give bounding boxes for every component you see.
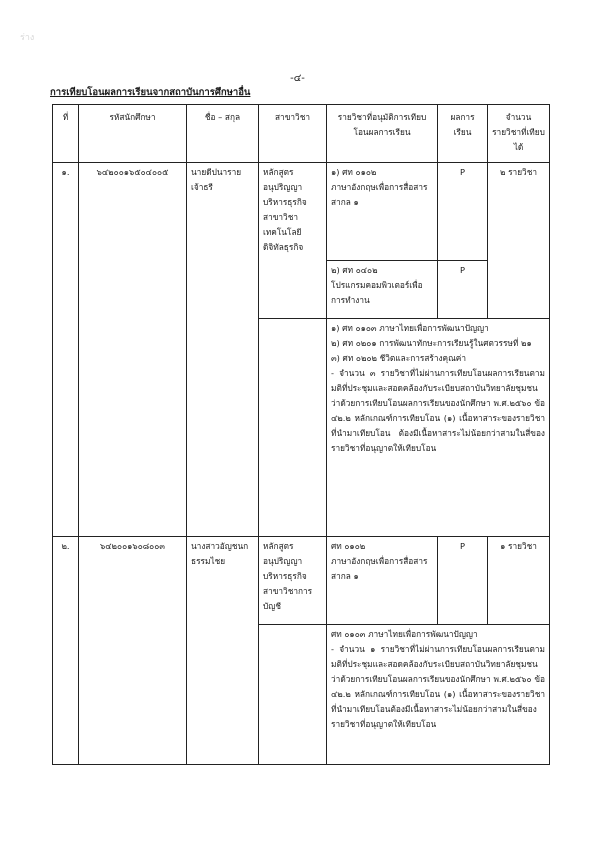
student-major: หลักสูตรอนุปริญญาบริหารธุรกิจ สาขาวิชาเทคโนโลยีดิจิทัลธุรกิจ: [259, 163, 327, 319]
row-no: ๒.: [53, 537, 79, 765]
course-code: ๑) ศท ๐๑๐๒: [331, 167, 377, 177]
blank-cell: [259, 319, 327, 537]
corner-stamp-mark: ร่าง: [20, 33, 35, 43]
header-no: ที่: [53, 105, 79, 163]
approved-course: [327, 537, 438, 625]
not-approved-course: ๓) ศท ๐๒๐๒ ชีวิตและการสร้างคุณค่า: [331, 353, 467, 363]
header-student-id: รหัสนักศึกษา: [79, 105, 187, 163]
course-title: ภาษาอังกฤษเพื่อการสื่อสารสากล ๑: [331, 556, 428, 581]
not-approved-note: [327, 625, 550, 765]
table-header-row: [53, 105, 550, 163]
header-approved-courses: รายวิชาที่อนุมัติการเทียบโอนผลการเรียน: [327, 105, 438, 163]
approved-course: [327, 261, 438, 319]
not-approved-reason: - จำนวน ๓ รายวิชาที่ไม่ผ่านการเทียบโอนผลการเรียนตามมติที่ประชุมและสอดคล้องกับระเบียบสถาบันวิทยาลัยชุมชน ว่าด้วยการเทียบโอนผลการเรียนของนักศึกษา พ.ศ.๒๕๖๐ ข้อ ๔๒.๒ หลักเกณฑ์การเทียบโอน (๑) เนื้อหาสาระของรายวิชาที่นำมาเทียบโอน ต้องมีเนื้อหาสาระไม่น้อยกว่าสามในสี่ของรายวิชาที่อนุญาตให้เทียบโอน: [331, 368, 545, 453]
approved-count: ๒ รายวิชา: [488, 163, 550, 319]
not-approved-reason: - จำนวน ๑ รายวิชาที่ไม่ผ่านการเทียบโอนผลการเรียนตามมติที่ประชุมและสอดคล้องกับระเบียบสถาบันวิทยาลัยชุมชน ว่าด้วยการเทียบโอนผลการเรียนของนักศึกษา พ.ศ.๒๕๖๐ ข้อ ๔๒.๒ หลักเกณฑ์การเทียบโอน (๑) เนื้อหาสาระของรายวิชาที่นำมาเทียบโอนต้องมีเนื้อหาสาระไม่น้อยกว่าสามในสี่ของรายวิชาที่อนุญาตให้เทียบโอน: [331, 644, 545, 729]
course-code: ๒) ศท ๐๔๐๒: [331, 265, 378, 275]
row-no: ๑.: [53, 163, 79, 537]
not-approved-course: ศท ๐๑๐๓ ภาษาไทยเพื่อการพัฒนาปัญญา: [331, 629, 478, 639]
header-grade: ผลการเรียน: [438, 105, 488, 163]
blank-cell: [259, 625, 327, 765]
header-name: ชื่อ – สกุล: [187, 105, 259, 163]
course-grade: P: [438, 163, 488, 261]
student-id: ๖๔๒๐๐๑๖๐๘๐๐๓: [79, 537, 187, 765]
course-code: ศท ๐๑๐๒: [331, 541, 366, 551]
table-row: [53, 163, 550, 261]
course-title: โปรแกรมคอมพิวเตอร์เพื่อการทำงาน: [331, 280, 423, 305]
header-count: จำนวนรายวิชาที่เทียบได้: [488, 105, 550, 163]
not-approved-course: ๒) ศท ๐๒๐๑ การพัฒนาทักษะการเรียนรู้ในศตวรรษที่ ๒๑: [331, 338, 532, 348]
student-name: นางสาวอัญชนก ธรรมไชย: [187, 537, 259, 765]
header-major: สาขาวิชา: [259, 105, 327, 163]
student-name: นายดีปนาราย เจ้าธรี: [187, 163, 259, 537]
course-grade: P: [438, 537, 488, 625]
approved-count: ๑ รายวิชา: [488, 537, 550, 625]
section-title: การเทียบโอนผลการเรียนจากสถาบันการศึกษาอื่น: [50, 87, 251, 98]
course-title: ภาษาอังกฤษเพื่อการสื่อสารสากล ๑: [331, 182, 428, 207]
student-major: หลักสูตรอนุปริญญาบริหารธุรกิจ สาขาวิชาการบัญชี: [259, 537, 327, 625]
approved-course: [327, 163, 438, 261]
course-grade: P: [438, 261, 488, 319]
transfer-credit-table: [52, 104, 550, 765]
not-approved-course: ๑) ศท ๐๑๐๓ ภาษาไทยเพื่อการพัฒนาปัญญา: [331, 323, 489, 333]
page-number: -๔-: [290, 73, 305, 84]
table-row: [53, 537, 550, 625]
not-approved-note: [327, 319, 550, 537]
student-id: ๖๔๒๐๐๑๖๕๐๔๐๐๕: [79, 163, 187, 537]
